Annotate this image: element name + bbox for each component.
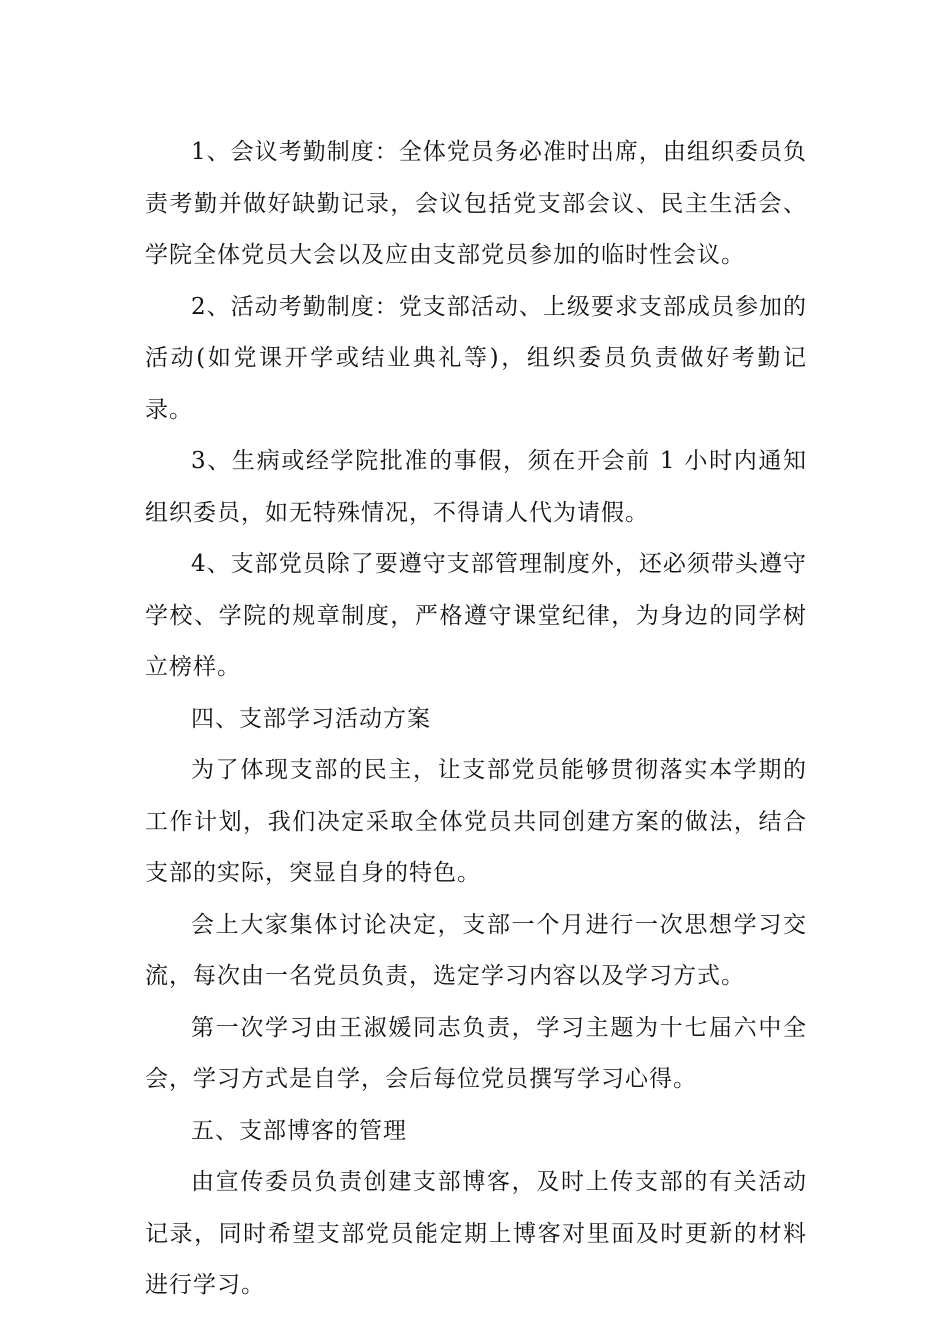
section-heading-study-plan: 四、支部学习活动方案: [191, 705, 431, 732]
document-body: [145, 127, 807, 1312]
paragraph-member-conduct: 4、支部党员除了要遵守支部管理制度外，还必须带头遵守学校、学院的规章制度，严格遵守课堂纪律，为身边的同学树立榜样。: [145, 551, 807, 680]
paragraph-first-study: 第一次学习由王淑媛同志负责，学习主题为十七届六中全会，学习方式是自学，会后每位党员撰写学习心得。: [145, 1014, 807, 1092]
paragraph-attendance-meetings: 1、会议考勤制度：全体党员务必准时出席，由组织委员负责考勤并做好缺勤记录，会议包括党支部会议、民主生活会、学院全体党员大会以及应由支部党员参加的临时性会议。: [145, 139, 807, 268]
paragraph-attendance-activities: 2、活动考勤制度：党支部活动、上级要求支部成员参加的活动(如党课开学或结业典礼等)，组织委员负责做好考勤记录。: [145, 293, 807, 423]
paragraph-study-plan-intro: 为了体现支部的民主，让支部党员能够贯彻落实本学期的工作计划，我们决定采取全体党员共同创建方案的做法，结合支部的实际，突显自身的特色。: [145, 757, 807, 886]
paragraph-blog-management: 由宣传委员负责创建支部博客，及时上传支部的有关活动记录，同时希望支部党员能定期上博客对里面及时更新的材料进行学习。: [145, 1169, 807, 1298]
paragraph-study-frequency: 会上大家集体讨论决定，支部一个月进行一次思想学习交流，每次由一名党员负责，选定学习内容以及学习方式。: [145, 911, 807, 989]
section-heading-blog: 五、支部博客的管理: [191, 1117, 407, 1144]
paragraph-leave-rules: 3、生病或经学院批准的事假，须在开会前 1 小时内通知组织委员，如无特殊情况，不得请人代为请假。: [145, 448, 807, 526]
